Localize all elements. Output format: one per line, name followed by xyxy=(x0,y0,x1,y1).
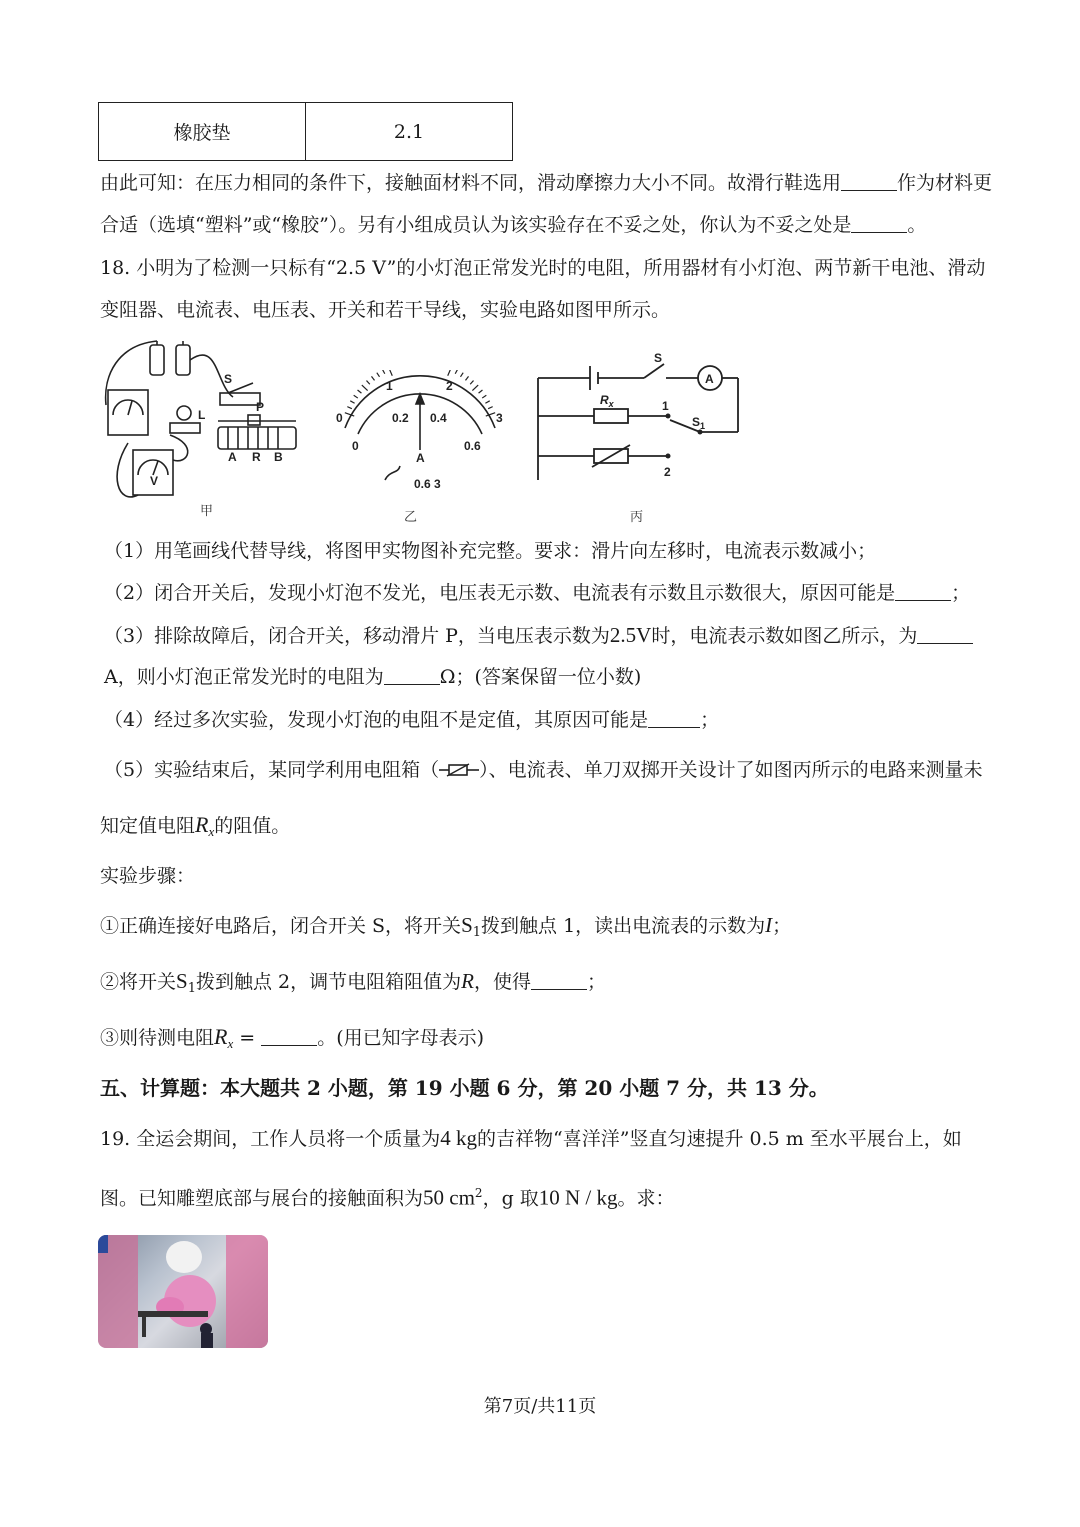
material-cell: 橡胶垫 xyxy=(99,103,306,161)
dial-tick xyxy=(347,407,352,409)
svg-text:A: A xyxy=(416,451,425,465)
dial-tick xyxy=(472,385,478,390)
svg-text:A: A xyxy=(705,372,714,386)
dial-tick xyxy=(448,370,452,376)
dial-tick xyxy=(354,395,358,398)
svg-text:3: 3 xyxy=(434,477,441,491)
section-five-heading: 五、计算题：本大题共 2 小题，第 19 小题 6 分，第 20 小题 7 分，共 13 分。 xyxy=(100,1076,829,1100)
page-footer: 第7页/共11页 xyxy=(483,1396,597,1417)
svg-text:0: 0 xyxy=(352,439,359,453)
friction-table xyxy=(98,102,513,161)
procedure-2: ②将开关$S_1$拨到触点 2，调节电阻箱阻值为R，使得 ； xyxy=(100,969,606,996)
dial-tick xyxy=(382,370,384,374)
step-4: （4）经过多次实验，发现小灯泡的电阻不是定值，其原因可能是 ； xyxy=(104,709,720,731)
label-p: P xyxy=(256,400,265,414)
label-l: L xyxy=(198,408,206,422)
dial-tick xyxy=(377,373,380,377)
svg-text:0: 0 xyxy=(336,411,343,425)
step-2: （2）闭合开关后，发现小灯泡不发光，电压表无示数、电流表有示数且示数很大，原因可能是 ； xyxy=(104,582,971,604)
svg-text:0.6: 0.6 xyxy=(414,477,431,491)
label-a: A xyxy=(228,450,237,464)
svg-text:0.4: 0.4 xyxy=(430,411,447,425)
dial-tick xyxy=(371,376,374,380)
table-row xyxy=(99,103,513,161)
value-cell: 2.1 xyxy=(306,103,513,161)
answer-blank xyxy=(261,1027,317,1046)
label-b: B xyxy=(274,450,283,464)
figure-bing-schematic xyxy=(532,352,742,502)
label-r: R xyxy=(252,450,261,464)
svg-text:Rx: $R_x$ xyxy=(600,393,614,409)
svg-text:0.6: 0.6 xyxy=(464,439,481,453)
svg-text:1: 1 xyxy=(386,379,393,393)
figure-jia-circuit xyxy=(98,335,320,525)
answer-blank xyxy=(917,625,973,644)
step-5: （5）实验结束后，某同学利用电阻箱（ ）、电流表、单刀双掷开关设计了如图丙所示的电路来测量未 xyxy=(104,759,983,781)
answer-blank xyxy=(851,214,907,233)
step-3-cont: A，则小灯泡正常发光时的电阻为 Ω；(答案保留一位小数) xyxy=(104,666,642,688)
answer-blank xyxy=(648,709,700,728)
svg-text:2: 2 xyxy=(446,379,453,393)
question-19: 19. 全运会期间，工作人员将一个质量为4 kg的吉祥物“喜洋洋”竖直匀速提升 0.5 m 至水平展台上，如 xyxy=(100,1126,962,1150)
dial-tick xyxy=(362,385,368,390)
step-5-cont: 知定值电阻$R_x$的阻值。 xyxy=(100,812,291,839)
paragraph-conclusion-2: 合适（选填“塑料”或“橡胶”）。另有小组成员认为该实验存在不妥之处，你认为不妥之处是 。 xyxy=(100,214,927,236)
answer-blank xyxy=(895,582,951,601)
svg-text:S: S xyxy=(654,352,663,365)
dial-tick xyxy=(470,381,473,385)
svg-text:3: 3 xyxy=(496,411,503,425)
dial-tick xyxy=(455,370,457,374)
procedure-1: ①正确连接好电路后，闭合开关 S，将开关$S_1$拨到触点 1，读出电流表的示数为I； xyxy=(100,913,792,940)
procedure-3: ③则待测电阻$R_x$ = 。(用已知字母表示) xyxy=(100,1024,485,1051)
dial-tick xyxy=(479,390,483,393)
dial-tick xyxy=(465,376,468,380)
dial-tick xyxy=(388,370,392,376)
label-s: S xyxy=(224,372,233,386)
step-1: （1）用笔画线代替导线，将图甲实物图补充完整。要求：滑片向左移时，电流表示数减小； xyxy=(104,540,877,562)
caption-bing: 丙 xyxy=(630,510,644,525)
svg-text:1: 1 xyxy=(662,399,669,413)
dial-tick xyxy=(485,401,489,403)
question-18: 18. 小明为了检测一只标有“2.5 V”的小灯泡正常发光时的电阻，所用器材有小灯泡、两节新干电池、滑动 xyxy=(100,257,986,279)
svg-text:0.2: 0.2 xyxy=(392,411,409,425)
step-3: （3）排除故障后，闭合开关，移动滑片 P，当电压表示数为2.5V时，电流表示数如图乙所示，为 xyxy=(104,622,973,649)
label-v: V xyxy=(150,474,159,488)
dial-tick xyxy=(358,390,362,393)
caption-jia: 甲 xyxy=(200,504,214,519)
answer-blank xyxy=(841,172,897,191)
figure-yi-ammeter xyxy=(330,370,510,500)
question-19-cont: 图。已知雕塑底部与展台的接触面积为50 $cm^2$，g 取10 N / kg。求： xyxy=(100,1185,675,1210)
resistance-box-icon xyxy=(439,763,479,777)
dial-tick xyxy=(350,401,354,403)
dial-tick xyxy=(366,381,369,385)
dial-tick xyxy=(482,395,486,398)
mascot-photo xyxy=(98,1235,268,1348)
svg-text:2: 2 xyxy=(664,465,671,479)
dial-tick xyxy=(488,407,493,409)
paragraph-conclusion: 由此可知：在压力相同的条件下，接触面材料不同，滑动摩擦力大小不同。故滑行鞋选用 作为材料更 xyxy=(100,172,993,194)
answer-blank xyxy=(531,971,587,990)
mascot-image xyxy=(98,1235,268,1348)
caption-yi: 乙 xyxy=(404,510,418,525)
answer-blank xyxy=(384,666,440,685)
steps-heading: 实验步骤： xyxy=(100,865,196,887)
svg-text:S1: $S_1$ xyxy=(692,415,706,431)
question-18-cont: 变阻器、电流表、电压表、开关和若干导线，实验电路如图甲所示。 xyxy=(100,299,671,321)
dial-tick xyxy=(460,373,463,377)
